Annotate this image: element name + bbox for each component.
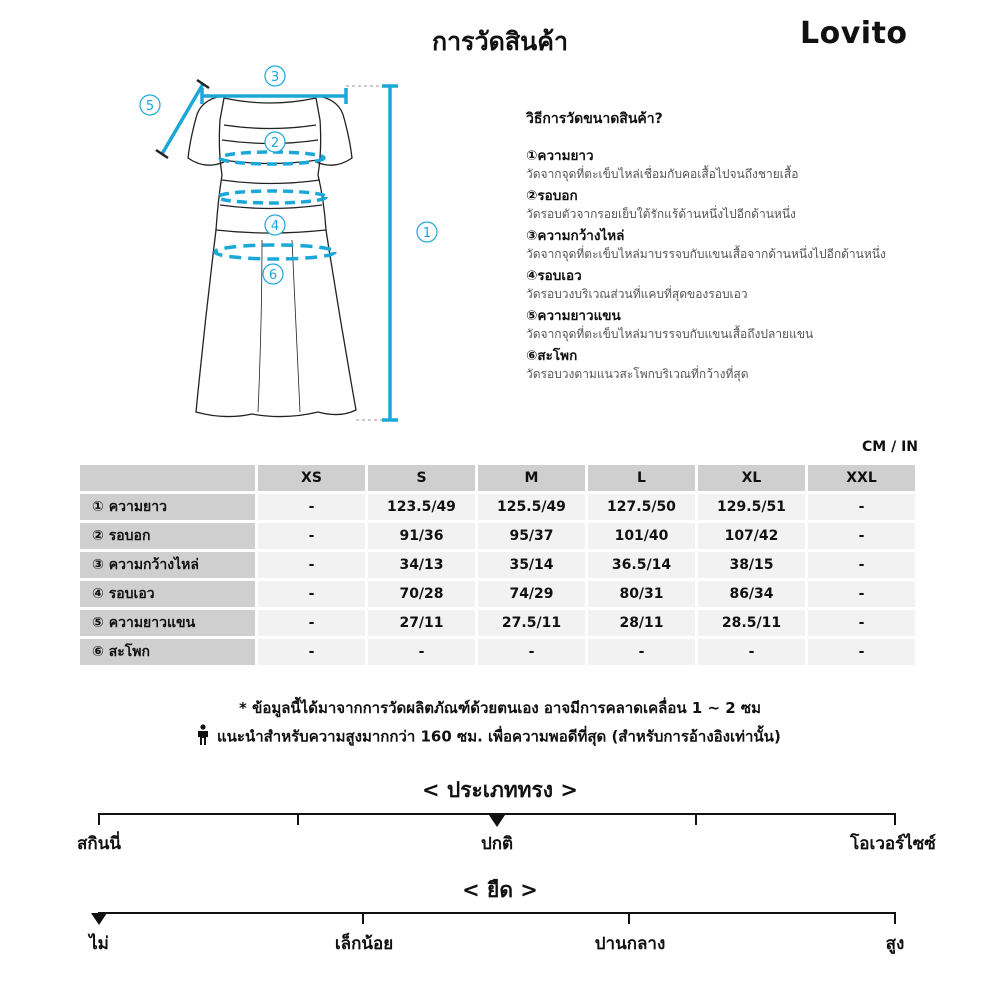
row-label: ① ความยาว [80, 494, 255, 520]
table-cell: - [258, 581, 365, 607]
table-cell: - [808, 523, 915, 549]
height-note [195, 724, 781, 750]
size-table [77, 462, 918, 668]
instruction-bust [526, 187, 976, 223]
table-cell: 95/37 [478, 523, 585, 549]
fit-scale-tick [297, 814, 299, 825]
measure-line-hip [215, 245, 335, 259]
table-cell: - [258, 523, 365, 549]
table-cell: - [258, 552, 365, 578]
table-row [80, 552, 915, 578]
table-cell: 38/15 [698, 552, 805, 578]
row-label: ② รอบอก [80, 523, 255, 549]
stretch-scale-tick [362, 913, 364, 924]
brand-logo: Lovito [800, 16, 908, 51]
instruction-desc: วัดจากจุดที่ตะเข็บไหล่เชื่อมกับคอเสื้อไปจนถึงชายเสื้อ [526, 167, 799, 181]
table-cell: 28/11 [588, 610, 695, 636]
row-label: ⑥ สะโพก [80, 639, 255, 665]
fit-scale-tick [695, 814, 697, 825]
unit-label: CM / IN [862, 439, 918, 455]
table-cell: 70/28 [368, 581, 475, 607]
instruction-length [526, 147, 976, 183]
instruction-title: ③ความกว้างไหล่ [526, 228, 625, 244]
disclaimer-note: * ข้อมูลนี้ได้มาจากการวัดผลิตภัณฑ์ด้วยตนเอง อาจมีการคลาดเคลื่อน 1 ~ 2 ซม [239, 699, 761, 717]
instruction-desc: วัดรอบวงบริเวณส่วนที่แคบที่สุดของรอบเอว [526, 287, 748, 301]
table-cell: 129.5/51 [698, 494, 805, 520]
instruction-title: ②รอบอก [526, 188, 578, 204]
instruction-sleeve [526, 307, 976, 343]
row-label: ④ รอบเอว [80, 581, 255, 607]
table-cell: 127.5/50 [588, 494, 695, 520]
fit-scale-tick [894, 814, 896, 825]
fit-scale-tick [98, 814, 100, 825]
instruction-title: ⑤ความยาวแขน [526, 308, 621, 324]
table-corner [80, 465, 255, 491]
stretch-label-high: สูง [885, 934, 905, 954]
left-sleeve-outline [188, 96, 224, 165]
stretch-label-none: ไม่ [89, 934, 109, 954]
table-cell: 35/14 [478, 552, 585, 578]
table-cell: 107/42 [698, 523, 805, 549]
table-row [80, 639, 915, 665]
stretch-scale-line [98, 912, 896, 914]
table-cell: 36.5/14 [588, 552, 695, 578]
marker-6: 6 [268, 268, 278, 283]
table-cell: 86/34 [698, 581, 805, 607]
table-cell: 74/29 [478, 581, 585, 607]
instruction-desc: วัดรอบวงตามแนวสะโพกบริเวณที่กว้างที่สุด [526, 367, 749, 381]
instruction-waist [526, 267, 976, 303]
fit-scale-marker [489, 815, 505, 827]
table-cell: 28.5/11 [698, 610, 805, 636]
table-cell: - [808, 610, 915, 636]
table-cell: 80/31 [588, 581, 695, 607]
table-cell: 27.5/11 [478, 610, 585, 636]
stretch-scale-tick [628, 913, 630, 924]
table-cell: 123.5/49 [368, 494, 475, 520]
table-row [80, 610, 915, 636]
column-header: XL [698, 465, 805, 491]
stretch-label-medium: ปานกลาง [594, 934, 666, 954]
instructions-heading: วิธีการวัดขนาดสินค้า? [526, 111, 663, 127]
measure-line-waist [218, 191, 326, 203]
table-cell: 27/11 [368, 610, 475, 636]
page-title: การวัดสินค้า [432, 27, 568, 56]
table-cell: 34/13 [368, 552, 475, 578]
marker-5: 5 [145, 99, 155, 114]
measure-line-sleeve [162, 84, 203, 154]
table-row [80, 581, 915, 607]
stretch-label-slight: เล็กน้อย [334, 934, 394, 954]
column-header: S [368, 465, 475, 491]
table-cell: 101/40 [588, 523, 695, 549]
fit-label-regular: ปกติ [480, 834, 514, 854]
stretch-scale-tick [894, 913, 896, 924]
table-header-row [80, 465, 915, 491]
table-cell: - [808, 494, 915, 520]
table-cell: - [808, 581, 915, 607]
measure-line-bust [220, 152, 324, 164]
fit-scale-title: < ประเภททรง > [422, 778, 578, 802]
table-cell: - [588, 639, 695, 665]
marker-4: 4 [270, 219, 280, 234]
fit-label-skinny: สกินนี่ [77, 834, 121, 854]
table-row [80, 523, 915, 549]
instruction-title: ④รอบเอว [526, 268, 582, 284]
table-cell: - [698, 639, 805, 665]
table-cell: - [258, 610, 365, 636]
table-cell: - [478, 639, 585, 665]
person-icon [195, 724, 211, 750]
instruction-desc: วัดรอบตัวจากรอยเย็บใต้รักแร้ด้านหนึ่งไปอีกด้านหนึ่ง [526, 207, 796, 221]
instruction-desc: วัดจากจุดที่ตะเข็บไหล่มาบรรจบกับแขนเสื้อถึงปลายแขน [526, 327, 814, 341]
stretch-scale-marker [91, 913, 107, 925]
instruction-shoulder [526, 227, 976, 263]
table-cell: - [368, 639, 475, 665]
table-cell: - [808, 552, 915, 578]
table-cell: - [258, 639, 365, 665]
measurement-instructions [526, 108, 976, 387]
row-label: ⑤ ความยาวแขน [80, 610, 255, 636]
table-cell: - [808, 639, 915, 665]
table-cell: 125.5/49 [478, 494, 585, 520]
table-cell: - [258, 494, 365, 520]
dress-measurement-diagram [130, 60, 450, 432]
table-cell: 91/36 [368, 523, 475, 549]
column-header: XS [258, 465, 365, 491]
marker-1: 1 [422, 226, 432, 241]
column-header: XXL [808, 465, 915, 491]
height-note-text: แนะนำสำหรับความสูงมากกว่า 160 ซม. เพื่อความพอดีที่สุด (สำหรับการอ้างอิงเท่านั้น) [217, 727, 781, 746]
instruction-title: ⑥สะโพก [526, 348, 578, 364]
stretch-scale-title: < ยืด > [462, 878, 538, 902]
marker-2: 2 [270, 136, 280, 151]
marker-3: 3 [270, 70, 280, 85]
row-label: ③ ความกว้างไหล่ [80, 552, 255, 578]
instruction-title: ①ความยาว [526, 148, 594, 164]
column-header: M [478, 465, 585, 491]
instruction-desc: วัดจากจุดที่ตะเข็บไหล่มาบรรจบกับแขนเสื้อจากด้านหนึ่งไปอีกด้านหนึ่ง [526, 247, 886, 261]
column-header: L [588, 465, 695, 491]
instruction-hip [526, 347, 976, 383]
fit-label-oversize: โอเวอร์ไซซ์ [850, 834, 936, 854]
table-row [80, 494, 915, 520]
